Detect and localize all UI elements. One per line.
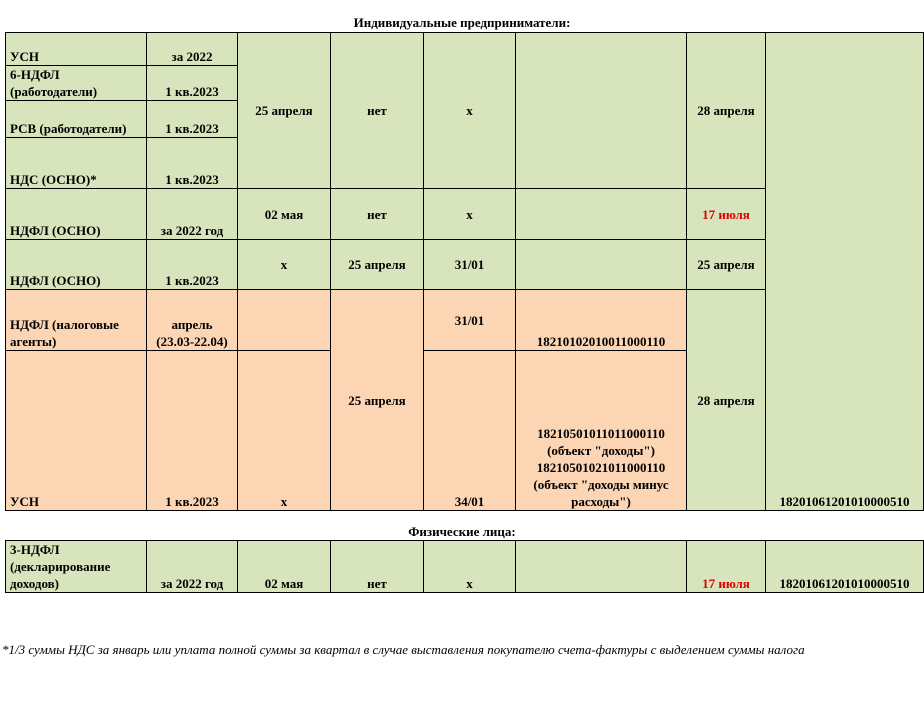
cell-tax-3-ndfl: 3-НДФЛ (декларирование доходов) xyxy=(5,540,147,593)
cell-kbk-3-ndfl: 18201061201010000510 xyxy=(765,540,924,593)
cell-pay-date-ndfl-osno-year: 17 июля xyxy=(686,188,766,240)
cell-period-ndfl-osno-year: за 2022 год xyxy=(146,188,238,240)
cell-pay-date-ndfl-osno-q1: 25 апреля xyxy=(686,239,766,290)
cell-col3-ndfl-osno-q1: х xyxy=(237,239,331,290)
cell-col5-usn-q1: 34/01 xyxy=(423,350,516,511)
cell-tax-ndfl-osno-year: НДФЛ (ОСНО) xyxy=(5,188,147,240)
cell-pay-date-3-ndfl: 17 июля xyxy=(686,540,766,593)
cell-period-ndfl-osno-q1: 1 кв.2023 xyxy=(146,239,238,290)
cell-tax-usn-q1: УСН xyxy=(5,350,147,511)
cell-right-kbk: 18201061201010000510 xyxy=(765,32,924,511)
cell-period-ndfl-agents: апрель (23.03-22.04) xyxy=(146,289,238,351)
cell-col4-3-ndfl: нет xyxy=(330,540,424,593)
cell-col4-orange: 25 апреля xyxy=(330,289,424,511)
cell-col3-3-ndfl: 02 мая xyxy=(237,540,331,593)
cell-col6-group1 xyxy=(515,32,687,189)
cell-col6-3-ndfl xyxy=(515,540,687,593)
cell-col5-ndfl-agents: 31/01 xyxy=(423,289,516,351)
cell-col4-ndfl-osno-year: нет xyxy=(330,188,424,240)
cell-col5-ndfl-osno-year: х xyxy=(423,188,516,240)
cell-period-rsv: 1 кв.2023 xyxy=(146,100,238,138)
cell-tax-usn-2022: УСН xyxy=(5,32,147,66)
section-heading-individuals: Физические лица: xyxy=(408,524,516,539)
cell-tax-ndfl-agents: НДФЛ (налоговые агенты) xyxy=(5,289,147,351)
cell-col3-ndfl-agents xyxy=(237,289,331,351)
cell-pay-date-orange: 28 апреля xyxy=(686,289,766,511)
cell-pay-date-group1: 28 апреля xyxy=(686,32,766,189)
footnote: *1/3 суммы НДС за январь или уплата полной суммы за квартал в случае выставления покупателю счета-фактуры с выделением суммы налога xyxy=(2,642,805,657)
cell-kbk-usn-q1: 18210501011011000110 (объект "доходы") 18210501021011000110 (объект "доходы минус расходы") xyxy=(515,350,687,511)
cell-col3-usn-q1: х xyxy=(237,350,331,511)
cell-col5-group1: х xyxy=(423,32,516,189)
cell-period-usn-q1: 1 кв.2023 xyxy=(146,350,238,511)
cell-tax-6-ndfl: 6-НДФЛ (работодатели) xyxy=(5,65,147,101)
cell-report-date-group1: 25 апреля xyxy=(237,32,331,189)
cell-period-nds: 1 кв.2023 xyxy=(146,137,238,189)
cell-col5-ndfl-osno-q1: 31/01 xyxy=(423,239,516,290)
cell-col3-ndfl-osno-year: 02 мая xyxy=(237,188,331,240)
cell-col6-ndfl-osno-q1 xyxy=(515,239,687,290)
cell-tax-nds: НДС (ОСНО)* xyxy=(5,137,147,189)
cell-period-3-ndfl: за 2022 год xyxy=(146,540,238,593)
cell-tax-rsv: РСВ (работодатели) xyxy=(5,100,147,138)
section-heading-entrepreneurs: Индивидуальные предприниматели: xyxy=(353,15,571,30)
cell-period-usn-2022: за 2022 xyxy=(146,32,238,66)
cell-col5-3-ndfl: х xyxy=(423,540,516,593)
cell-kbk-ndfl-agents: 18210102010011000110 xyxy=(515,289,687,351)
cell-tax-ndfl-osno-q1: НДФЛ (ОСНО) xyxy=(5,239,147,290)
cell-col4-group1: нет xyxy=(330,32,424,189)
cell-col6-ndfl-osno-year xyxy=(515,188,687,240)
cell-period-6-ndfl: 1 кв.2023 xyxy=(146,65,238,101)
cell-col4-ndfl-osno-q1: 25 апреля xyxy=(330,239,424,290)
